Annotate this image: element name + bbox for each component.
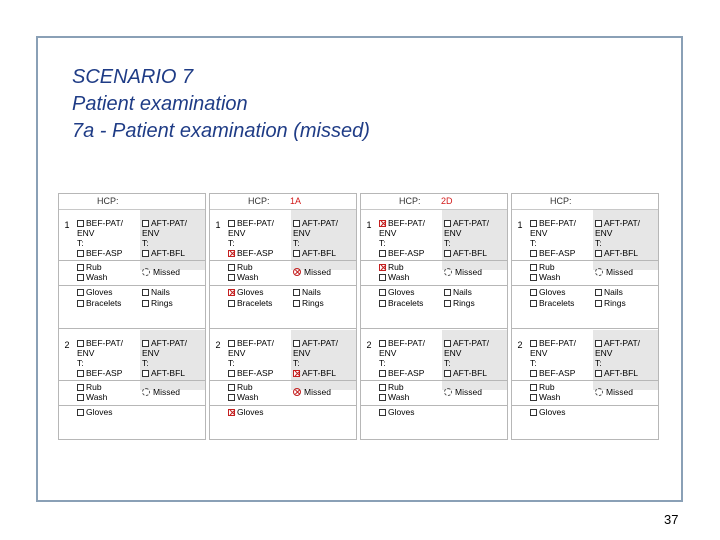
checkbox[interactable] <box>228 289 235 296</box>
action-rub: Rub <box>388 262 404 272</box>
time-label: T: <box>444 358 451 368</box>
divider <box>210 405 356 406</box>
indication-bef-pat: BEF-PAT/ <box>539 218 576 228</box>
divider <box>210 328 356 329</box>
checkbox[interactable] <box>444 300 451 307</box>
item-gloves: Gloves <box>388 407 415 417</box>
time-label: T: <box>228 238 235 248</box>
hcp-label: HCP: <box>97 196 119 206</box>
checkbox[interactable] <box>530 394 537 401</box>
hcp-label: HCP: <box>399 196 421 206</box>
indication-bef-asp: BEF-ASP <box>388 368 425 378</box>
checkbox[interactable] <box>379 220 386 227</box>
indication-env: ENV <box>595 228 613 238</box>
item-gloves: Gloves <box>388 287 415 297</box>
indication-env: ENV <box>77 348 95 358</box>
time-label: T: <box>595 358 602 368</box>
indication-aft-bfl: AFT-BFL <box>302 248 337 258</box>
indication-env: ENV <box>293 228 311 238</box>
time-label: T: <box>77 358 84 368</box>
divider <box>361 380 507 381</box>
opportunity-number: 1 <box>64 220 70 230</box>
checkbox[interactable] <box>77 274 84 281</box>
indication-aft-bfl: AFT-BFL <box>151 368 186 378</box>
missed-indicator-icon[interactable] <box>595 268 603 276</box>
hcp-label: HCP: <box>248 196 270 206</box>
action-wash: Wash <box>86 272 108 282</box>
opportunity-number: 2 <box>517 340 523 350</box>
time-label: T: <box>293 238 300 248</box>
indication-aft-bfl: AFT-BFL <box>453 368 488 378</box>
item-nails: Nails <box>453 287 472 297</box>
indication-aft-bfl: AFT-BFL <box>604 248 639 258</box>
action-wash: Wash <box>86 392 108 402</box>
checkbox[interactable] <box>530 289 537 296</box>
time-label: T: <box>530 238 537 248</box>
checkbox[interactable] <box>293 250 300 257</box>
time-label: T: <box>444 238 451 248</box>
opportunity-number: 2 <box>215 340 221 350</box>
missed-indicator-icon[interactable] <box>444 268 452 276</box>
divider <box>512 260 658 261</box>
divider <box>210 285 356 286</box>
time-label: T: <box>530 358 537 368</box>
item-rings: Rings <box>302 298 324 308</box>
indication-env: ENV <box>228 348 246 358</box>
item-gloves: Gloves <box>86 407 113 417</box>
checkbox[interactable] <box>293 370 300 377</box>
time-label: T: <box>595 238 602 248</box>
checkbox[interactable] <box>530 300 537 307</box>
indication-env: ENV <box>142 348 160 358</box>
checkbox[interactable] <box>228 384 235 391</box>
checkbox[interactable] <box>142 340 149 347</box>
action-missed: Missed <box>455 387 482 397</box>
action-missed: Missed <box>304 387 331 397</box>
indication-bef-pat: BEF-PAT/ <box>388 338 425 348</box>
checkbox[interactable] <box>77 384 84 391</box>
action-missed: Missed <box>606 267 633 277</box>
checkbox[interactable] <box>77 340 84 347</box>
panel-header <box>361 194 507 210</box>
checkbox[interactable] <box>444 370 451 377</box>
checkbox[interactable] <box>530 250 537 257</box>
divider <box>59 285 205 286</box>
action-wash: Wash <box>237 272 259 282</box>
indication-env: ENV <box>142 228 160 238</box>
missed-indicator-icon[interactable] <box>142 268 150 276</box>
action-wash: Wash <box>237 392 259 402</box>
indication-bef-pat: BEF-PAT/ <box>388 218 425 228</box>
checkbox[interactable] <box>530 370 537 377</box>
divider <box>361 260 507 261</box>
indication-env: ENV <box>77 228 95 238</box>
divider <box>512 380 658 381</box>
indication-bef-asp: BEF-ASP <box>237 248 274 258</box>
item-bracelets: Bracelets <box>237 298 273 308</box>
item-bracelets: Bracelets <box>86 298 122 308</box>
panel-header <box>512 194 658 210</box>
indication-env: ENV <box>530 228 548 238</box>
checkbox[interactable] <box>379 394 386 401</box>
indication-bef-asp: BEF-ASP <box>237 368 274 378</box>
time-label: T: <box>142 238 149 248</box>
indication-env: ENV <box>379 228 397 238</box>
item-rings: Rings <box>453 298 475 308</box>
checkbox[interactable] <box>444 220 451 227</box>
observation-panel <box>511 193 659 440</box>
missed-indicator-icon[interactable] <box>444 388 452 396</box>
divider <box>210 380 356 381</box>
indication-aft-bfl: AFT-BFL <box>151 248 186 258</box>
hcp-value: 2D <box>441 196 453 206</box>
divider <box>361 405 507 406</box>
checkbox[interactable] <box>293 220 300 227</box>
action-wash: Wash <box>539 392 561 402</box>
indication-aft-bfl: AFT-BFL <box>302 368 337 378</box>
panel-header <box>59 194 205 210</box>
divider <box>59 405 205 406</box>
action-missed: Missed <box>153 267 180 277</box>
time-label: T: <box>379 358 386 368</box>
checkbox[interactable] <box>595 300 602 307</box>
action-rub: Rub <box>86 262 102 272</box>
checkbox[interactable] <box>77 300 84 307</box>
item-rings: Rings <box>151 298 173 308</box>
divider <box>59 328 205 329</box>
observation-panel <box>209 193 357 440</box>
checkbox[interactable] <box>444 250 451 257</box>
time-label: T: <box>142 358 149 368</box>
indication-bef-pat: BEF-PAT/ <box>86 218 123 228</box>
observation-panel <box>360 193 508 440</box>
checkbox[interactable] <box>530 274 537 281</box>
indication-env: ENV <box>444 348 462 358</box>
time-label: T: <box>293 358 300 368</box>
checkbox[interactable] <box>293 340 300 347</box>
page-number: 37 <box>664 512 679 527</box>
time-label: T: <box>77 238 84 248</box>
checkbox[interactable] <box>379 384 386 391</box>
checkbox[interactable] <box>77 370 84 377</box>
action-rub: Rub <box>86 382 102 392</box>
item-nails: Nails <box>604 287 623 297</box>
action-rub: Rub <box>539 262 555 272</box>
observation-form <box>58 193 659 440</box>
checkbox[interactable] <box>77 289 84 296</box>
checkbox[interactable] <box>595 370 602 377</box>
opportunity-number: 2 <box>366 340 372 350</box>
indication-bef-asp: BEF-ASP <box>86 368 123 378</box>
checkbox[interactable] <box>228 409 235 416</box>
checkbox[interactable] <box>228 394 235 401</box>
indication-bef-asp: BEF-ASP <box>86 248 123 258</box>
checkbox[interactable] <box>293 289 300 296</box>
checkbox[interactable] <box>379 274 386 281</box>
checkbox[interactable] <box>77 409 84 416</box>
indication-aft-pat: AFT-PAT/ <box>604 338 641 348</box>
checkbox[interactable] <box>595 220 602 227</box>
divider <box>512 328 658 329</box>
checkbox[interactable] <box>379 370 386 377</box>
indication-env: ENV <box>293 348 311 358</box>
checkbox[interactable] <box>444 289 451 296</box>
action-rub: Rub <box>237 382 253 392</box>
indication-aft-pat: AFT-PAT/ <box>302 218 339 228</box>
observation-panel <box>58 193 206 440</box>
checkbox[interactable] <box>142 220 149 227</box>
checkbox[interactable] <box>530 340 537 347</box>
indication-aft-bfl: AFT-BFL <box>453 248 488 258</box>
indication-aft-pat: AFT-PAT/ <box>453 338 490 348</box>
action-wash: Wash <box>388 392 410 402</box>
indication-env: ENV <box>379 348 397 358</box>
indication-bef-pat: BEF-PAT/ <box>539 338 576 348</box>
divider <box>210 260 356 261</box>
missed-indicator-icon[interactable] <box>293 388 301 396</box>
indication-aft-pat: AFT-PAT/ <box>302 338 339 348</box>
indication-aft-pat: AFT-PAT/ <box>453 218 490 228</box>
action-rub: Rub <box>539 382 555 392</box>
indication-bef-pat: BEF-PAT/ <box>86 338 123 348</box>
indication-env: ENV <box>444 228 462 238</box>
indication-bef-pat: BEF-PAT/ <box>237 338 274 348</box>
indication-aft-bfl: AFT-BFL <box>604 368 639 378</box>
checkbox[interactable] <box>228 264 235 271</box>
checkbox[interactable] <box>379 289 386 296</box>
title-line-1: SCENARIO 7 <box>72 66 194 88</box>
checkbox[interactable] <box>77 250 84 257</box>
missed-indicator-icon[interactable] <box>293 268 301 276</box>
slide-title <box>72 64 370 145</box>
panel-header <box>210 194 356 210</box>
checkbox[interactable] <box>142 289 149 296</box>
time-label: T: <box>379 238 386 248</box>
item-gloves: Gloves <box>539 407 566 417</box>
checkbox[interactable] <box>228 274 235 281</box>
checkbox[interactable] <box>228 340 235 347</box>
time-label: T: <box>228 358 235 368</box>
item-nails: Nails <box>151 287 170 297</box>
item-nails: Nails <box>302 287 321 297</box>
item-bracelets: Bracelets <box>539 298 575 308</box>
divider <box>59 260 205 261</box>
checkbox[interactable] <box>595 340 602 347</box>
action-rub: Rub <box>237 262 253 272</box>
divider <box>512 405 658 406</box>
opportunity-number: 2 <box>64 340 70 350</box>
opportunity-number: 1 <box>517 220 523 230</box>
action-missed: Missed <box>153 387 180 397</box>
action-rub: Rub <box>388 382 404 392</box>
checkbox[interactable] <box>444 340 451 347</box>
item-gloves: Gloves <box>539 287 566 297</box>
title-line-2: Patient examination <box>72 93 248 115</box>
hcp-value: 1A <box>290 196 302 206</box>
indication-aft-pat: AFT-PAT/ <box>151 338 188 348</box>
indication-bef-pat: BEF-PAT/ <box>237 218 274 228</box>
checkbox[interactable] <box>228 220 235 227</box>
checkbox[interactable] <box>142 370 149 377</box>
action-missed: Missed <box>606 387 633 397</box>
item-rings: Rings <box>604 298 626 308</box>
indication-env: ENV <box>530 348 548 358</box>
checkbox[interactable] <box>379 409 386 416</box>
opportunity-number: 1 <box>366 220 372 230</box>
checkbox[interactable] <box>530 264 537 271</box>
opportunity-number: 1 <box>215 220 221 230</box>
checkbox[interactable] <box>379 340 386 347</box>
indication-aft-pat: AFT-PAT/ <box>151 218 188 228</box>
divider <box>361 328 507 329</box>
checkbox[interactable] <box>379 250 386 257</box>
checkbox[interactable] <box>228 370 235 377</box>
checkbox[interactable] <box>142 250 149 257</box>
missed-indicator-icon[interactable] <box>595 388 603 396</box>
item-gloves: Gloves <box>237 407 264 417</box>
indication-env: ENV <box>228 228 246 238</box>
checkbox[interactable] <box>595 289 602 296</box>
title-line-3: 7a - Patient examination (missed) <box>72 120 370 142</box>
checkbox[interactable] <box>77 394 84 401</box>
action-wash: Wash <box>539 272 561 282</box>
item-gloves: Gloves <box>237 287 264 297</box>
indication-bef-asp: BEF-ASP <box>539 248 576 258</box>
checkbox[interactable] <box>228 300 235 307</box>
indication-bef-asp: BEF-ASP <box>539 368 576 378</box>
checkbox[interactable] <box>595 250 602 257</box>
indication-bef-asp: BEF-ASP <box>388 248 425 258</box>
missed-indicator-icon[interactable] <box>142 388 150 396</box>
checkbox[interactable] <box>530 220 537 227</box>
hcp-label: HCP: <box>550 196 572 206</box>
divider <box>361 285 507 286</box>
checkbox[interactable] <box>293 300 300 307</box>
item-gloves: Gloves <box>86 287 113 297</box>
checkbox[interactable] <box>530 409 537 416</box>
indication-env: ENV <box>595 348 613 358</box>
checkbox[interactable] <box>379 300 386 307</box>
divider <box>59 380 205 381</box>
indication-aft-pat: AFT-PAT/ <box>604 218 641 228</box>
checkbox[interactable] <box>228 250 235 257</box>
checkbox[interactable] <box>142 300 149 307</box>
checkbox[interactable] <box>379 264 386 271</box>
action-wash: Wash <box>388 272 410 282</box>
checkbox[interactable] <box>77 264 84 271</box>
item-bracelets: Bracelets <box>388 298 424 308</box>
action-missed: Missed <box>455 267 482 277</box>
checkbox[interactable] <box>77 220 84 227</box>
divider <box>512 285 658 286</box>
checkbox[interactable] <box>530 384 537 391</box>
action-missed: Missed <box>304 267 331 277</box>
